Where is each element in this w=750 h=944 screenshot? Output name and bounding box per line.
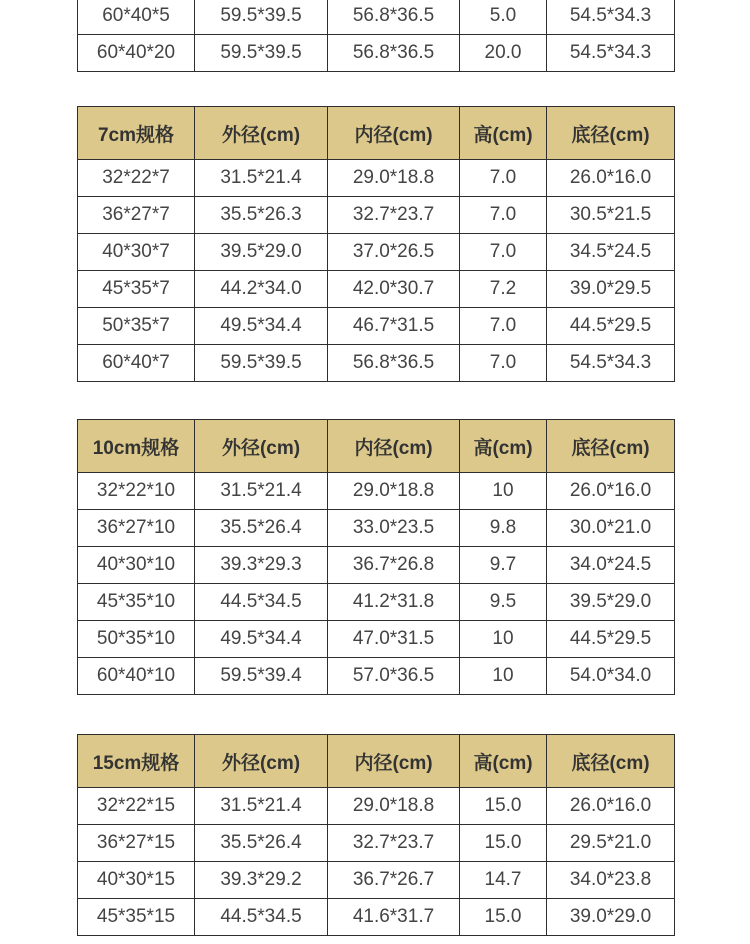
spec-cell: 40*30*7 [78,234,195,271]
base-cell: 54.5*34.3 [547,345,675,382]
outer-cell: 39.3*29.2 [195,862,328,899]
base-cell: 54.0*34.0 [547,658,675,695]
base-cell: 44.5*29.5 [547,308,675,345]
height-cell: 14.7 [460,862,547,899]
table-row [78,308,675,345]
table-header-row [78,420,675,473]
table-row [78,271,675,308]
base-cell: 30.0*21.0 [547,510,675,547]
inner-cell: 42.0*30.7 [328,271,460,308]
inner-header: 内径(cm) [328,107,460,160]
outer-cell: 49.5*34.4 [195,621,328,658]
table-row [78,621,675,658]
spec-cell: 36*27*10 [78,510,195,547]
base-header: 底径(cm) [547,420,675,473]
base-cell: 44.5*29.5 [547,621,675,658]
base-cell: 39.0*29.0 [547,899,675,936]
spec-header: 7cm规格 [78,107,195,160]
base-cell: 34.0*23.8 [547,862,675,899]
inner-cell: 56.8*36.5 [328,35,460,72]
spec-cell: 60*40*20 [78,35,195,72]
base-cell: 29.5*21.0 [547,825,675,862]
inner-cell: 57.0*36.5 [328,658,460,695]
height-cell: 15.0 [460,899,547,936]
base-cell: 26.0*16.0 [547,788,675,825]
outer-header: 外径(cm) [195,107,328,160]
inner-cell: 56.8*36.5 [328,0,460,35]
base-cell: 34.0*24.5 [547,547,675,584]
outer-cell: 35.5*26.3 [195,197,328,234]
table-row [78,788,675,825]
height-cell: 15.0 [460,825,547,862]
spec-cell: 45*35*10 [78,584,195,621]
spec-table-7cm [77,106,675,382]
inner-cell: 46.7*31.5 [328,308,460,345]
outer-cell: 35.5*26.4 [195,510,328,547]
outer-header: 外径(cm) [195,735,328,788]
height-cell: 10 [460,658,547,695]
table-row [78,658,675,695]
height-cell: 5.0 [460,0,547,35]
inner-cell: 36.7*26.8 [328,547,460,584]
table-header-row [78,735,675,788]
height-cell: 20.0 [460,35,547,72]
outer-cell: 59.5*39.5 [195,0,328,35]
spec-header: 15cm规格 [78,735,195,788]
outer-cell: 35.5*26.4 [195,825,328,862]
table-row [78,584,675,621]
inner-header: 内径(cm) [328,735,460,788]
height-cell: 15.0 [460,788,547,825]
spec-cell: 50*35*7 [78,308,195,345]
base-cell: 26.0*16.0 [547,473,675,510]
height-cell: 7.0 [460,345,547,382]
height-cell: 7.2 [460,271,547,308]
base-cell: 26.0*16.0 [547,160,675,197]
outer-cell: 39.3*29.3 [195,547,328,584]
inner-cell: 41.6*31.7 [328,899,460,936]
spec-cell: 32*22*7 [78,160,195,197]
inner-cell: 36.7*26.7 [328,862,460,899]
base-header: 底径(cm) [547,107,675,160]
table-header-row [78,107,675,160]
height-header: 高(cm) [460,107,547,160]
table-row [78,547,675,584]
outer-cell: 59.5*39.4 [195,658,328,695]
height-cell: 10 [460,473,547,510]
spec-cell: 45*35*7 [78,271,195,308]
table-row [78,862,675,899]
spec-cell: 32*22*10 [78,473,195,510]
inner-cell: 33.0*23.5 [328,510,460,547]
spec-cell: 36*27*15 [78,825,195,862]
height-cell: 7.0 [460,160,547,197]
height-cell: 7.0 [460,197,547,234]
spec-cell: 40*30*15 [78,862,195,899]
base-cell: 54.5*34.3 [547,0,675,35]
height-cell: 7.0 [460,234,547,271]
spec-cell: 60*40*10 [78,658,195,695]
height-header: 高(cm) [460,735,547,788]
table-row [78,197,675,234]
outer-cell: 59.5*39.5 [195,345,328,382]
base-cell: 34.5*24.5 [547,234,675,271]
height-cell: 9.5 [460,584,547,621]
table-row [78,160,675,197]
outer-cell: 31.5*21.4 [195,473,328,510]
table-row [78,825,675,862]
spec-cell: 60*40*5 [78,0,195,35]
inner-cell: 32.7*23.7 [328,197,460,234]
outer-cell: 39.5*29.0 [195,234,328,271]
table-row [78,0,675,35]
table-row [78,35,675,72]
outer-cell: 44.5*34.5 [195,899,328,936]
spec-header: 10cm规格 [78,420,195,473]
inner-cell: 29.0*18.8 [328,160,460,197]
base-cell: 39.5*29.0 [547,584,675,621]
outer-cell: 31.5*21.4 [195,788,328,825]
outer-cell: 49.5*34.4 [195,308,328,345]
table-row [78,345,675,382]
spec-table-15cm [77,734,675,936]
base-cell: 54.5*34.3 [547,35,675,72]
spec-cell: 45*35*15 [78,899,195,936]
inner-header: 内径(cm) [328,420,460,473]
height-cell: 9.7 [460,547,547,584]
base-header: 底径(cm) [547,735,675,788]
spec-cell: 36*27*7 [78,197,195,234]
inner-cell: 47.0*31.5 [328,621,460,658]
spec-table-10cm [77,419,675,695]
spec-cell: 50*35*10 [78,621,195,658]
outer-cell: 59.5*39.5 [195,35,328,72]
outer-header: 外径(cm) [195,420,328,473]
base-cell: 39.0*29.5 [547,271,675,308]
base-cell: 30.5*21.5 [547,197,675,234]
spec-cell: 60*40*7 [78,345,195,382]
height-cell: 10 [460,621,547,658]
table-row [78,234,675,271]
outer-cell: 31.5*21.4 [195,160,328,197]
height-cell: 7.0 [460,308,547,345]
height-header: 高(cm) [460,420,547,473]
table-row [78,899,675,936]
inner-cell: 41.2*31.8 [328,584,460,621]
spec-cell: 40*30*10 [78,547,195,584]
inner-cell: 37.0*26.5 [328,234,460,271]
height-cell: 9.8 [460,510,547,547]
table-row [78,510,675,547]
inner-cell: 56.8*36.5 [328,345,460,382]
inner-cell: 29.0*18.8 [328,473,460,510]
spec-table-top [77,0,675,72]
outer-cell: 44.2*34.0 [195,271,328,308]
outer-cell: 44.5*34.5 [195,584,328,621]
spec-cell: 32*22*15 [78,788,195,825]
inner-cell: 32.7*23.7 [328,825,460,862]
inner-cell: 29.0*18.8 [328,788,460,825]
table-row [78,473,675,510]
